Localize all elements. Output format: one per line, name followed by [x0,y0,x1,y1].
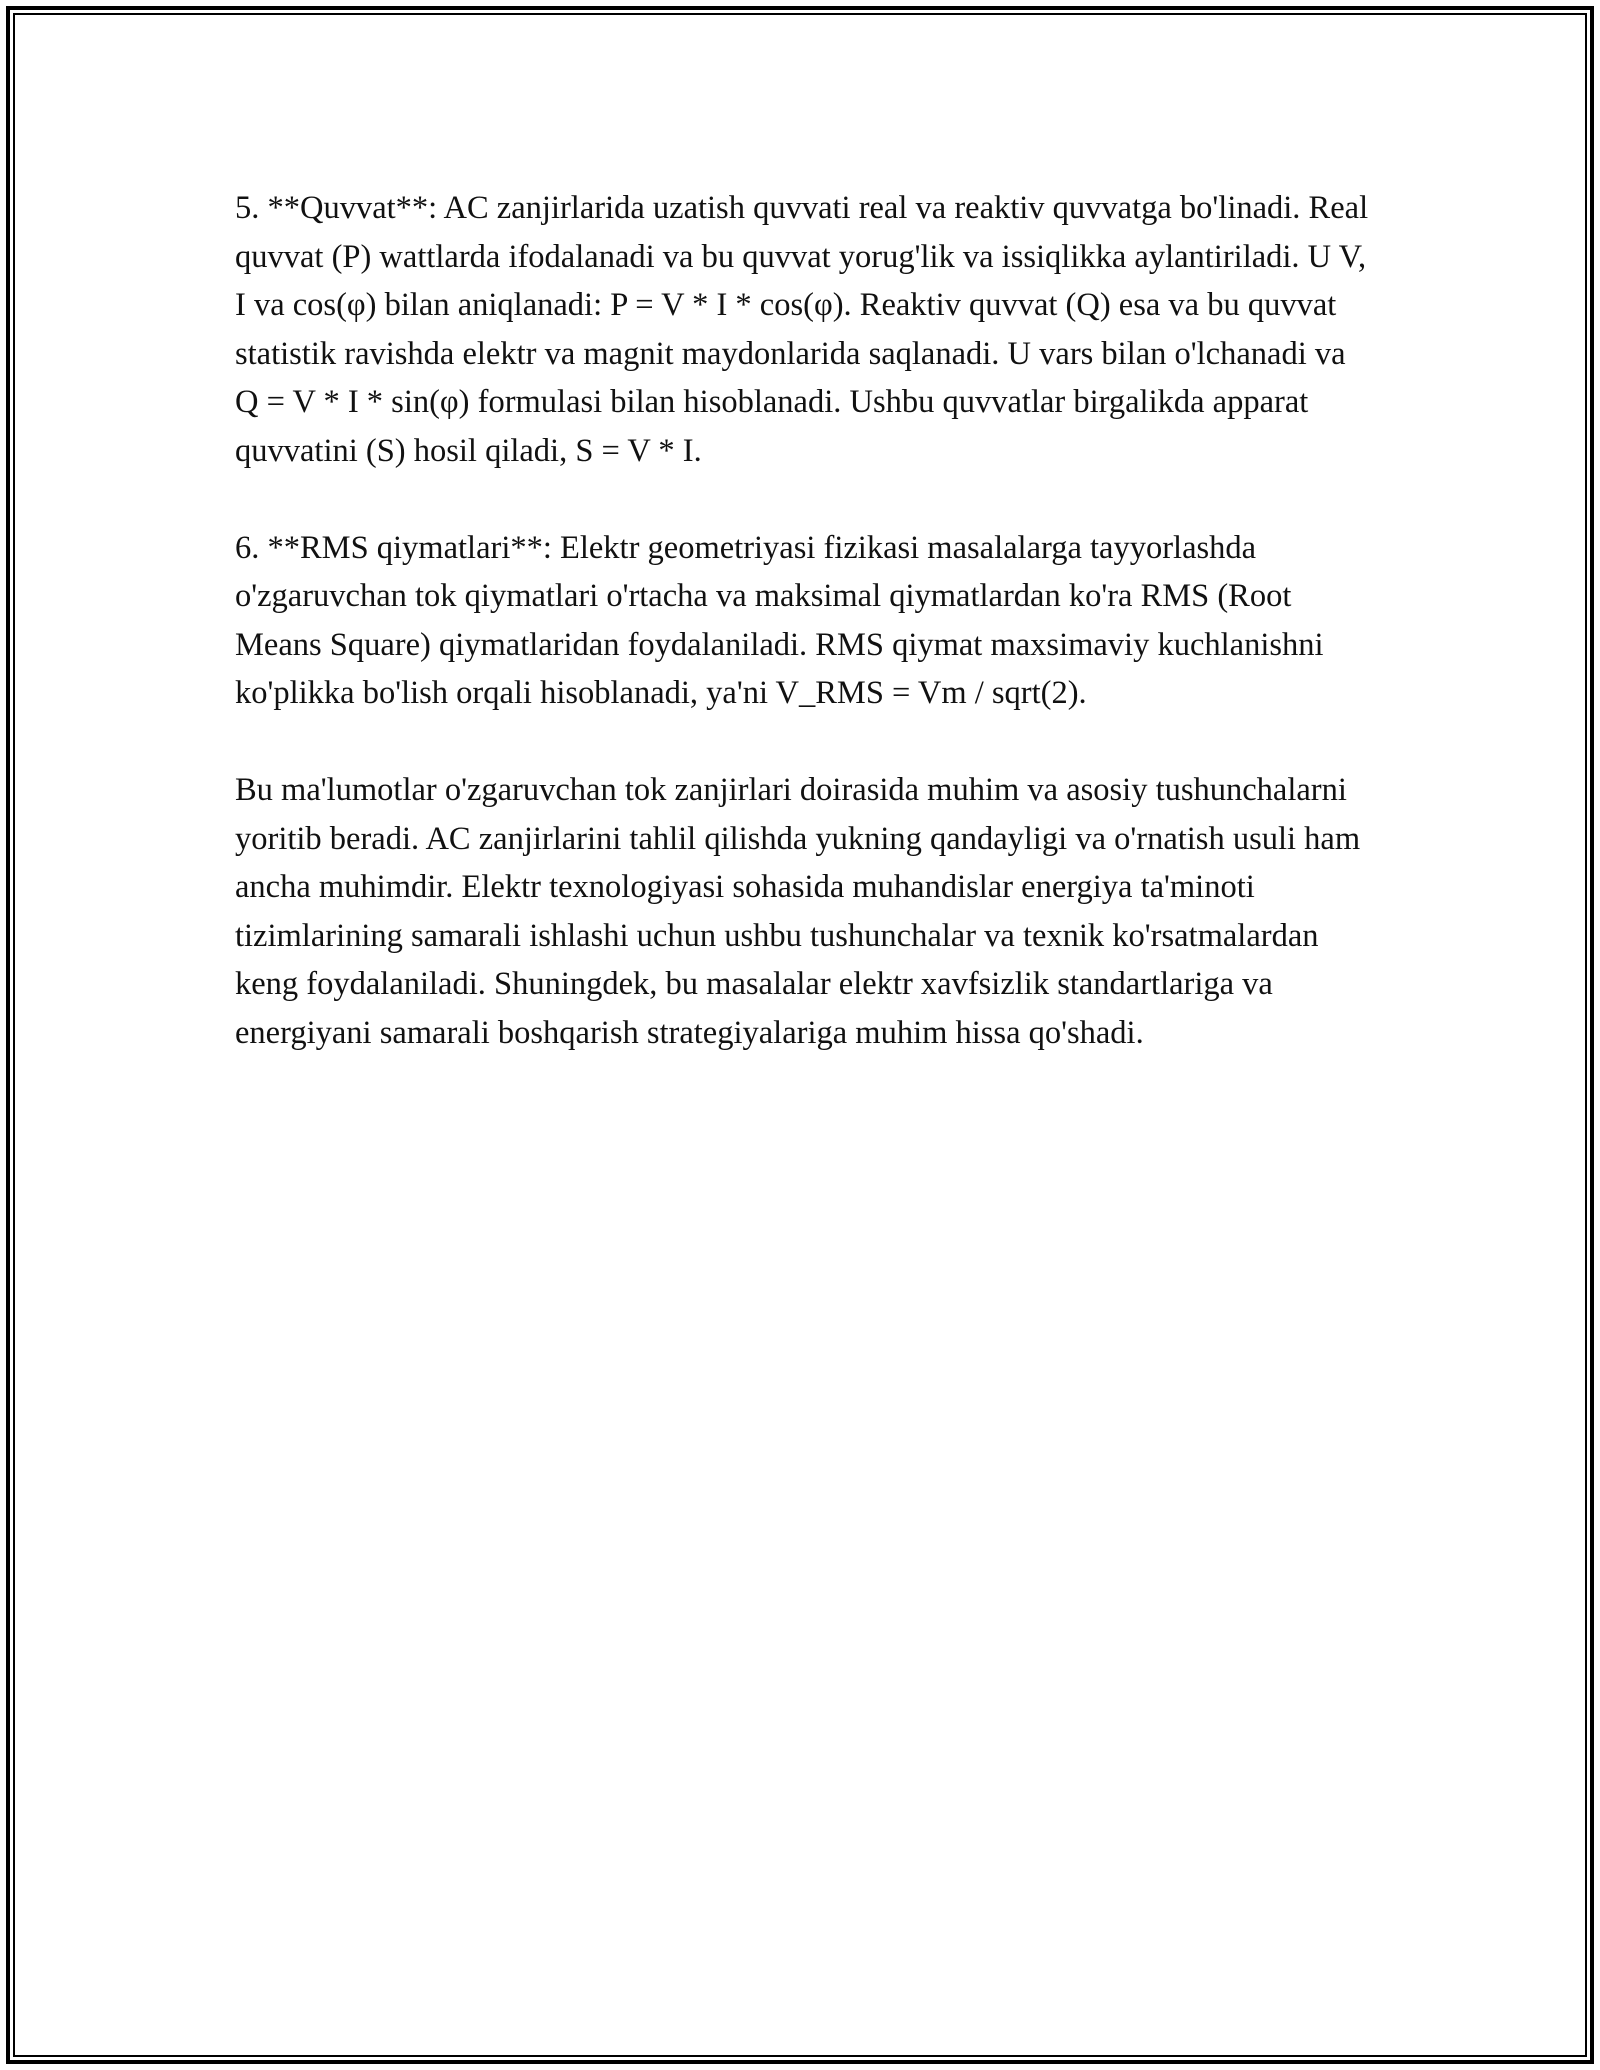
document-body [235,184,1375,1106]
paragraph-conclusion: Bu ma'lumotlar o'zgaruvchan tok zanjirlari doirasida muhim va asosiy tushunchalarni yoritib beradi. AC zanjirlarini tahlil qilishda yukning qandayligi va o'rnatish usuli ham ancha muhimdir. Elektr texnologiyasi sohasida muhandislar energiya ta'minoti tizimlarining samarali ishlashi uchun ushbu tushunchalar va texnik ko'rsatmalardan keng foydalaniladi. Shuningdek, bu masalalar elektr xavfsizlik standartlariga va energiyani samarali boshqarish strategiyalariga muhim hissa qo'shadi. [235,772,1361,1051]
paragraph-rms-values: 6. **RMS qiymatlari**: Elektr geometriyasi fizikasi masalalarga tayyorlashda o'zgaruvchan tok qiymatlari o'rtacha va maksimal qiymatlardan ko'ra RMS (Root Means Square) qiymatlaridan foydalaniladi. RMS qiymat maxsimaviy kuchlanishni ko'plikka bo'lish orqali hisoblanadi, ya'ni V_RMS = Vm / sqrt(2). [235,529,1324,711]
paragraph-power: 5. **Quvvat**: AC zanjirlarida uzatish quvvati real va reaktiv quvvatga bo'linadi. Real quvvat (P) wattlarda ifodalanadi va bu quvvat yorug'lik va issiqlikka aylantiriladi. U V, I va cos(φ) bilan aniqlanadi: P = V * I * cos(φ). Reaktiv quvvat (Q) esa va bu quvvat statistik ravishda elektr va magnit maydonlarida saqlanadi. U vars bilan o'lchanadi va Q = V * I * sin(φ) formulasi bilan hisoblanadi. Ushbu quvvatlar birgalikda apparat quvvatini (S) hosil qiladi, S = V * I. [235,190,1369,469]
